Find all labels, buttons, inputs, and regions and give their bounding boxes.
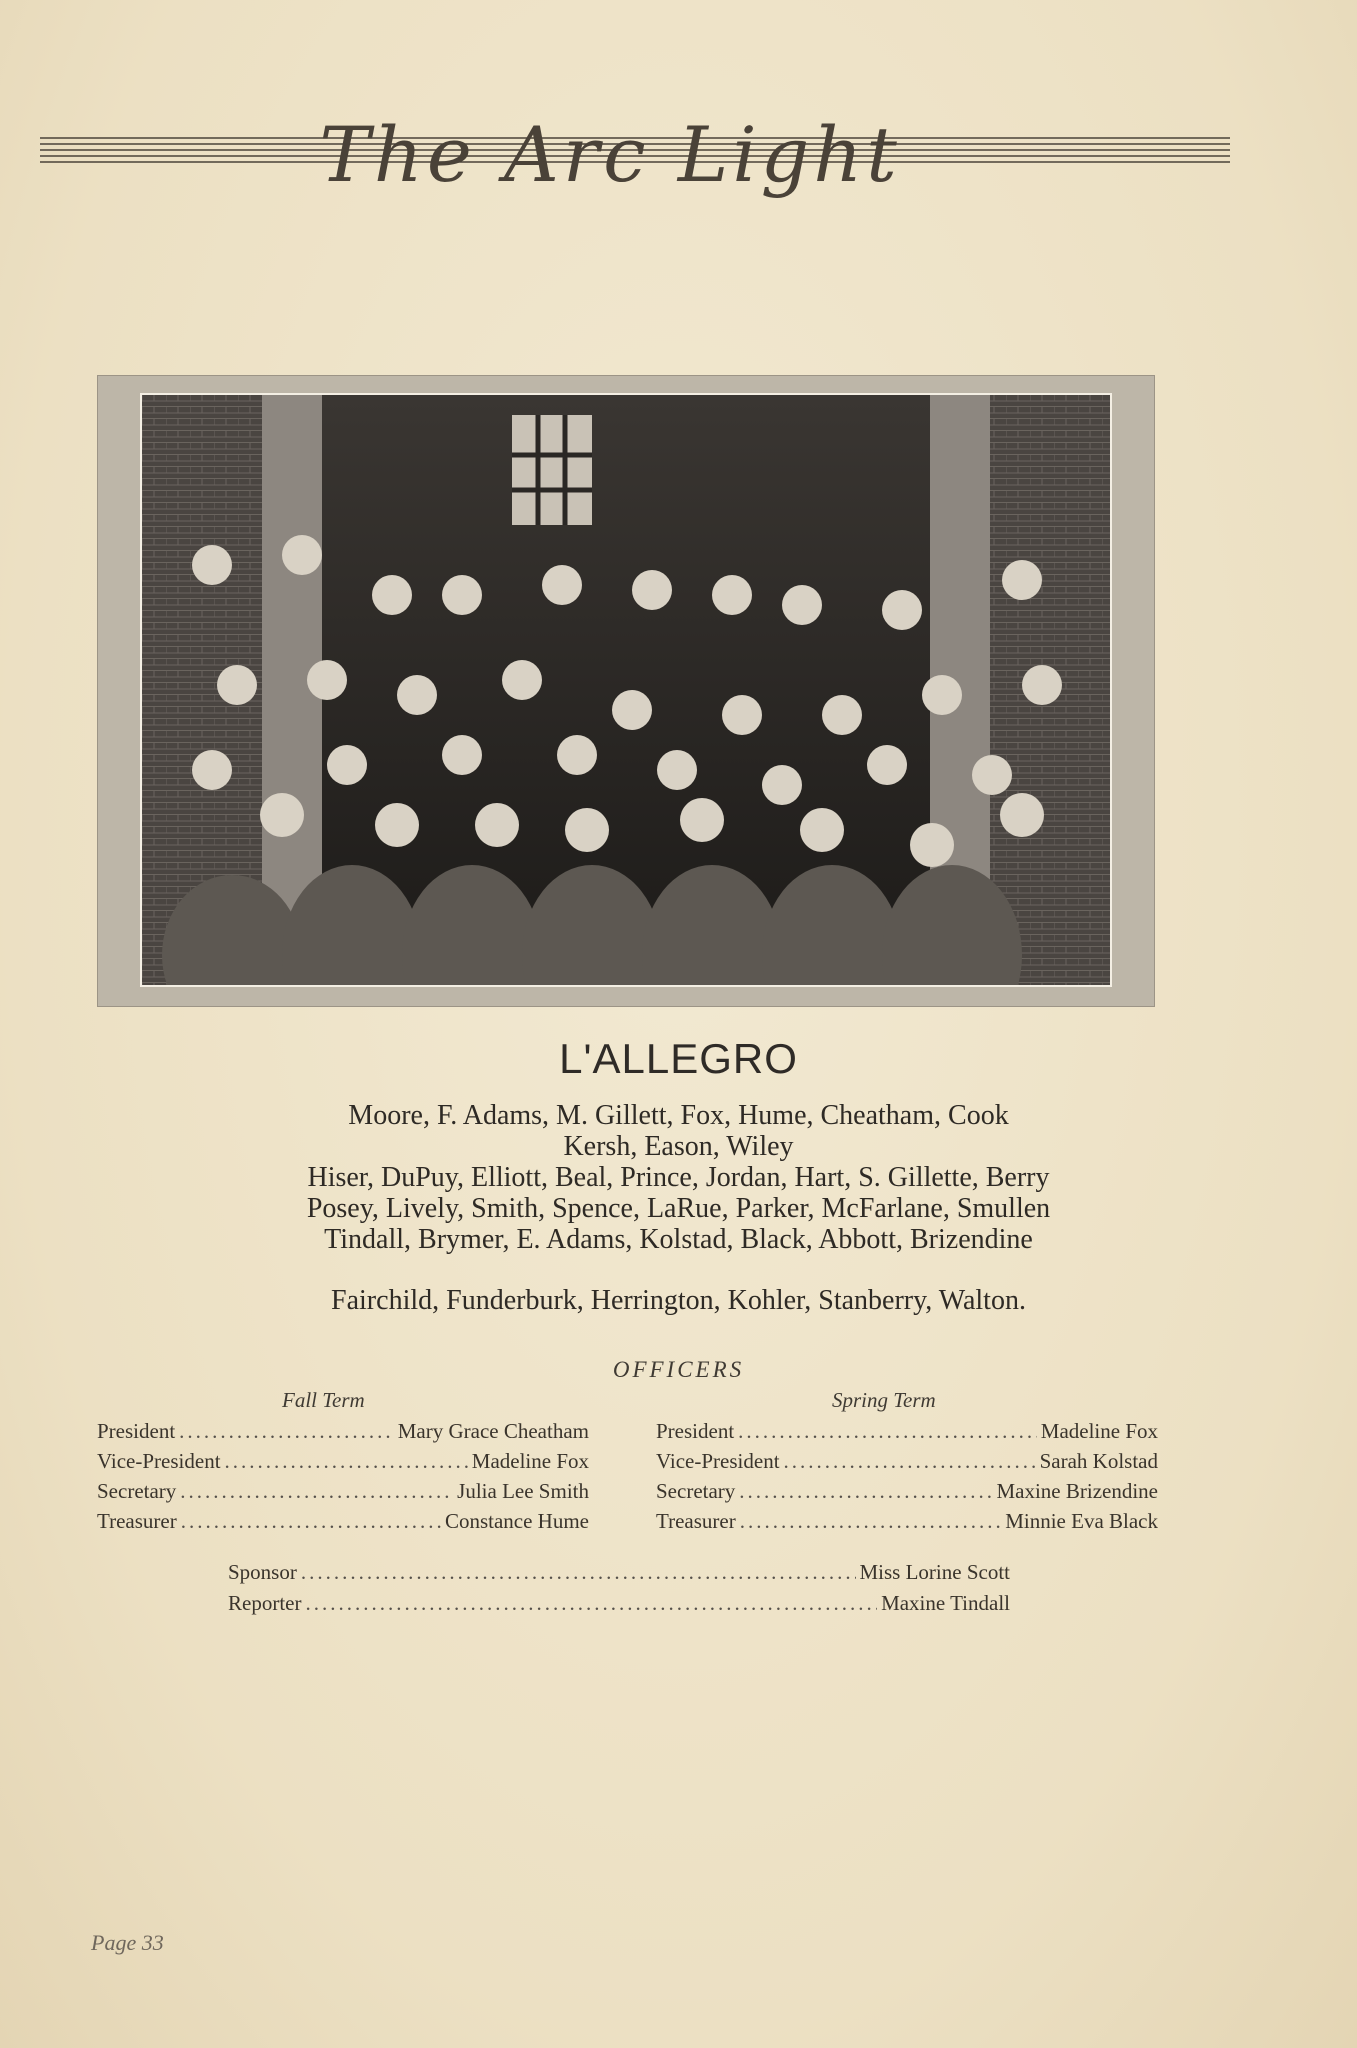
officer-name: Madeline Fox bbox=[471, 1449, 589, 1473]
group-photo bbox=[140, 393, 1112, 987]
member-line: Posey, Lively, Smith, Spence, LaRue, Parker, McFarlane, Smullen bbox=[306, 1193, 1051, 1224]
fall-treasurer-row bbox=[97, 1509, 589, 1537]
role-label: Treasurer bbox=[656, 1509, 736, 1533]
officer-name: Miss Lorine Scott bbox=[859, 1560, 1010, 1584]
role-label: Vice-President bbox=[97, 1449, 221, 1473]
page-number: Page 33 bbox=[91, 1930, 164, 1955]
role-label: Treasurer bbox=[97, 1509, 177, 1533]
officer-name: Constance Hume bbox=[444, 1509, 589, 1533]
officer-name: Mary Grace Cheatham bbox=[397, 1419, 589, 1443]
spring-secretary-row bbox=[656, 1479, 1158, 1507]
leader-dots bbox=[181, 1509, 441, 1534]
leader-dots bbox=[301, 1560, 856, 1585]
officers-heading: OFFICERS bbox=[612, 1357, 745, 1382]
fall-president-row bbox=[97, 1419, 589, 1447]
reporter-row bbox=[228, 1591, 1010, 1619]
leader-dots bbox=[179, 1419, 394, 1444]
club-title: L'ALLEGRO bbox=[559, 1035, 798, 1082]
member-list bbox=[100, 1100, 1257, 1316]
leader-dots bbox=[740, 1509, 1001, 1534]
publication-title: The Arc Light bbox=[319, 110, 901, 199]
spring-vice-president-row bbox=[656, 1449, 1158, 1477]
sponsor-row bbox=[228, 1560, 1010, 1588]
fall-term-heading: Fall Term bbox=[282, 1388, 365, 1412]
page-header bbox=[40, 80, 1230, 260]
additional-members: Fairchild, Funderburk, Herrington, Kohler, Stanberry, Walton. bbox=[331, 1285, 1026, 1316]
officer-name: Julia Lee Smith bbox=[457, 1479, 589, 1503]
officer-name: Sarah Kolstad bbox=[1039, 1449, 1158, 1473]
role-label: President bbox=[97, 1419, 176, 1443]
role-label: Secretary bbox=[656, 1479, 736, 1503]
photo-frame bbox=[97, 375, 1155, 1007]
fall-vice-president-row bbox=[97, 1449, 589, 1477]
leader-dots bbox=[738, 1419, 1037, 1444]
officer-name: Maxine Brizendine bbox=[996, 1479, 1158, 1503]
leader-dots bbox=[305, 1591, 877, 1616]
role-label: Vice-President bbox=[656, 1449, 780, 1473]
officer-name: Madeline Fox bbox=[1040, 1419, 1158, 1443]
officer-name: Maxine Tindall bbox=[881, 1591, 1010, 1615]
leader-dots bbox=[739, 1479, 992, 1504]
role-label: Reporter bbox=[228, 1591, 302, 1615]
leader-dots bbox=[225, 1449, 468, 1474]
role-label: Secretary bbox=[97, 1479, 177, 1503]
fall-secretary-row bbox=[97, 1479, 589, 1507]
spring-treasurer-row bbox=[656, 1509, 1158, 1537]
spacer bbox=[100, 1255, 1257, 1285]
officer-name: Minnie Eva Black bbox=[1005, 1509, 1158, 1533]
role-label: President bbox=[656, 1419, 735, 1443]
leader-dots bbox=[784, 1449, 1036, 1474]
spring-president-row bbox=[656, 1419, 1158, 1447]
role-label: Sponsor bbox=[228, 1560, 297, 1584]
member-line: Tindall, Brymer, E. Adams, Kolstad, Black, Abbott, Brizendine bbox=[324, 1224, 1033, 1255]
member-line: Kersh, Eason, Wiley bbox=[563, 1131, 794, 1162]
member-line: Hiser, DuPuy, Elliott, Beal, Prince, Jordan, Hart, S. Gillette, Berry bbox=[307, 1162, 1050, 1193]
member-line: Moore, F. Adams, M. Gillett, Fox, Hume, Cheatham, Cook bbox=[348, 1100, 1009, 1131]
spring-term-heading: Spring Term bbox=[832, 1388, 936, 1412]
leader-dots bbox=[180, 1479, 453, 1504]
group-photo-icon bbox=[142, 395, 1110, 985]
